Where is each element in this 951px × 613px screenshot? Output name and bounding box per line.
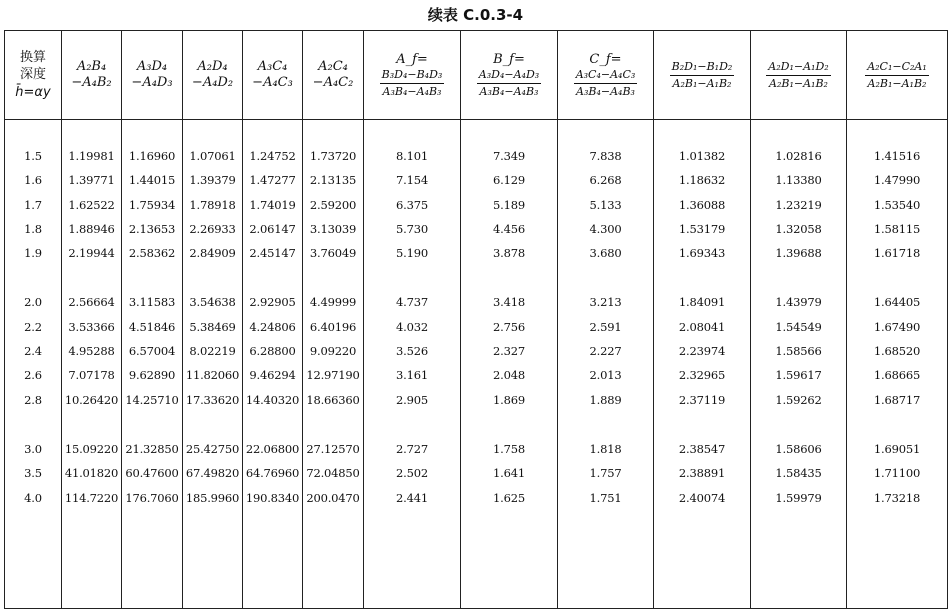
table-cell: 2.58362: [128, 246, 176, 261]
table-cell: 2.048: [493, 368, 525, 383]
table-cell: 1.39379: [189, 173, 236, 188]
table-cell: 17.33620: [185, 392, 240, 407]
depth-cell: 2.6: [24, 368, 42, 383]
table-cell: 1.18632: [678, 173, 726, 188]
table-cell: 4.49999: [309, 295, 357, 310]
row-group: [5, 144, 61, 265]
header-col-bf-fraction: [477, 68, 541, 99]
table-cell: 1.68665: [873, 368, 921, 383]
depth-cell: 1.7: [24, 197, 42, 212]
header-depth: [5, 31, 62, 120]
table-cell: 41.01820: [64, 466, 119, 481]
table-cell: 1.889: [589, 392, 622, 407]
header-col-9-num: B₂D₁−B₁D₂: [670, 60, 735, 76]
table-cell: 1.39688: [775, 246, 822, 261]
depth-cell: 1.5: [24, 149, 42, 163]
row-group: [751, 144, 846, 265]
table-cell: 1.78918: [189, 197, 236, 212]
table-cell: 1.67490: [873, 319, 921, 334]
row-group: [122, 290, 182, 411]
row-group: [122, 144, 182, 265]
table-cell: 4.737: [396, 295, 428, 310]
table-cell: 5.189: [493, 197, 525, 212]
header-col-10-fraction: [766, 60, 830, 91]
table-cell: 4.95288: [68, 344, 115, 359]
table-cell: 2.756: [493, 319, 525, 334]
data-column-2: [122, 120, 183, 609]
table-cell: 2.92905: [249, 295, 296, 310]
header-col-11-fraction: [865, 60, 929, 91]
column-values: [62, 120, 121, 510]
table-cell: 2.37119: [678, 392, 726, 407]
table-cell: 6.268: [589, 173, 622, 188]
header-col-af-den: A₃B₄−A₄B₃: [382, 84, 442, 98]
table-cell: 2.06147: [249, 221, 296, 236]
header-col-af-num: B₃D₄−B₄D₃: [380, 68, 445, 84]
table-cell: 5.133: [589, 197, 622, 212]
table-cell: 7.154: [396, 173, 428, 188]
table-cell: 1.59617: [775, 368, 822, 383]
table-cell: 2.19944: [68, 246, 115, 261]
table-cell: 1.44015: [128, 173, 176, 188]
table-cell: 18.66360: [306, 392, 360, 407]
header-col-bf: [461, 31, 558, 120]
table-cell: 14.25710: [125, 392, 179, 407]
table-cell: 2.727: [396, 441, 428, 456]
table-cell: 114.7220: [64, 490, 119, 505]
header-col-11: [847, 31, 948, 120]
header-col-3: [183, 31, 243, 120]
table-cell: 1.71100: [873, 466, 921, 481]
table-cell: 1.59262: [775, 392, 822, 407]
header-col-2-bottom: −A₄D₃: [131, 75, 173, 90]
table-cell: 3.76049: [309, 246, 357, 261]
table-cell: 72.04850: [306, 466, 360, 481]
header-col-5-bottom: −A₄C₂: [312, 75, 354, 90]
table-cell: 3.526: [396, 344, 428, 359]
table-cell: 1.24752: [249, 149, 296, 163]
header-col-3-bottom: −A₄D₂: [191, 75, 234, 90]
header-col-bf-num: A₃D₄−A₄D₃: [477, 68, 541, 84]
header-row: [5, 31, 948, 120]
table-cell: 22.06800: [245, 441, 300, 456]
table-cell: 2.59200: [309, 197, 357, 212]
table-cell: 1.75934: [128, 197, 176, 212]
row-group: [303, 437, 363, 510]
table-cell: 10.26420: [64, 392, 119, 407]
table-cell: 1.751: [589, 490, 622, 505]
table-cell: 1.53540: [873, 197, 921, 212]
row-group: [654, 290, 750, 411]
header-col-10: [751, 31, 847, 120]
table-cell: 8.02219: [189, 344, 236, 359]
table-cell: 2.45147: [249, 246, 296, 261]
header-col-cf-fraction: [574, 68, 638, 99]
table-cell: 4.456: [493, 221, 525, 236]
table-cell: 6.57004: [128, 344, 176, 359]
table-cell: 15.09220: [64, 441, 119, 456]
column-values: [461, 120, 557, 510]
table-cell: 2.502: [396, 466, 428, 481]
header-col-10-den: A₂B₁−A₁B₂: [769, 76, 828, 90]
table-cell: 3.161: [396, 368, 428, 383]
table-cell: 27.12570: [306, 441, 360, 456]
table-cell: 1.19981: [68, 149, 115, 163]
table-cell: 9.62890: [128, 368, 176, 383]
table-cell: 1.73218: [873, 490, 921, 505]
header-col-5: [303, 31, 364, 120]
header-col-bf-lhs: B_f=: [493, 51, 525, 67]
table-cell: 4.032: [396, 319, 428, 334]
row-group: [364, 144, 460, 265]
row-group: [558, 144, 653, 265]
row-group: [558, 290, 653, 411]
row-group: [243, 437, 302, 510]
header-col-4-bottom: −A₄C₃: [252, 75, 293, 90]
table-cell: 3.213: [589, 295, 622, 310]
header-col-4: [243, 31, 303, 120]
header-col-af-lhs: A_f=: [396, 51, 428, 67]
table-cell: 1.757: [589, 466, 622, 481]
row-group: [654, 144, 750, 265]
table-cell: 2.591: [589, 319, 622, 334]
row-group: [847, 437, 947, 510]
data-column-7: [461, 120, 558, 609]
header-col-10-num: A₂D₁−A₁D₂: [766, 60, 830, 76]
depth-cell: 3.0: [24, 441, 42, 456]
table-cell: 2.905: [396, 392, 428, 407]
header-col-cf-den: A₃B₄−A₄B₃: [576, 84, 635, 98]
header-col-bf-den: A₃B₄−A₄B₃: [479, 84, 539, 98]
header-col-3-top: A₂D₄: [197, 58, 228, 74]
header-col-1: [62, 31, 122, 120]
row-group: [461, 437, 557, 510]
table-cell: 1.641: [493, 466, 525, 481]
table-cell: 2.327: [493, 344, 525, 359]
table-cell: 1.36088: [678, 197, 726, 212]
table-cell: 3.13039: [309, 221, 357, 236]
header-col-af-fraction: [380, 68, 445, 99]
row-group: [5, 290, 61, 411]
row-group: [461, 144, 557, 265]
table-cell: 5.38469: [189, 319, 236, 334]
table-cell: 3.53366: [68, 319, 115, 334]
header-col-9: [654, 31, 751, 120]
column-values: [5, 120, 61, 510]
table-cell: 1.68717: [873, 392, 921, 407]
table-cell: 1.58566: [775, 344, 822, 359]
table-cell: 1.758: [493, 441, 525, 456]
depth-cell: 2.0: [24, 295, 42, 310]
table-cell: 1.54549: [775, 319, 822, 334]
row-group: [62, 290, 121, 411]
header-col-4-top: A₃C₄: [257, 58, 288, 74]
table-cell: 1.62522: [68, 197, 115, 212]
table-cell: 1.818: [589, 441, 622, 456]
depth-cell: 2.4: [24, 344, 42, 359]
row-group: [303, 144, 363, 265]
data-column-1: [62, 120, 122, 609]
data-column-4: [243, 120, 303, 609]
table-cell: 2.441: [396, 490, 428, 505]
header-col-cf-lhs: C_f=: [589, 51, 622, 67]
row-group: [183, 437, 242, 510]
column-values: [558, 120, 653, 510]
table-cell: 8.101: [396, 149, 428, 163]
table-cell: 2.40074: [678, 490, 726, 505]
header-col-2-top: A₃D₄: [136, 58, 168, 74]
header-col-5-top: A₂C₄: [318, 58, 348, 74]
depth-cell: 2.8: [24, 392, 42, 407]
coefficient-table: [4, 30, 948, 609]
row-group: [847, 144, 947, 265]
data-column-5: [303, 120, 364, 609]
table-cell: 2.38547: [678, 441, 726, 456]
row-group: [364, 437, 460, 510]
column-values: [243, 120, 302, 510]
depth-cell: 3.5: [24, 466, 42, 481]
table-cell: 1.41516: [873, 149, 921, 163]
table-cell: 3.418: [493, 295, 525, 310]
table-cell: 2.56664: [68, 295, 115, 310]
depth-cell: 1.6: [24, 173, 42, 188]
table-cell: 1.69051: [873, 441, 921, 456]
table-cell: 4.300: [589, 221, 622, 236]
table-cell: 1.13380: [775, 173, 822, 188]
table-cell: 2.26933: [189, 221, 236, 236]
table-cell: 3.878: [493, 246, 525, 261]
table-cell: 1.16960: [128, 149, 176, 163]
table-cell: 1.39771: [68, 173, 115, 188]
column-values: [122, 120, 182, 510]
table-cell: 1.58606: [775, 441, 822, 456]
table-cell: 4.24806: [249, 319, 296, 334]
table-cell: 1.625: [493, 490, 525, 505]
table-cell: 11.82060: [185, 368, 240, 383]
table-cell: 185.9960: [185, 490, 240, 505]
table-cell: 1.58115: [873, 221, 921, 236]
table-cell: 64.76960: [245, 466, 300, 481]
table-cell: 2.013: [589, 368, 622, 383]
header-col-af: [364, 31, 461, 120]
table-cell: 1.47277: [249, 173, 296, 188]
data-column-0: [5, 120, 62, 609]
table-cell: 2.23974: [678, 344, 726, 359]
row-group: [654, 437, 750, 510]
data-column-9: [654, 120, 751, 609]
table-cell: 1.59979: [775, 490, 822, 505]
table-cell: 1.47990: [873, 173, 921, 188]
table-cell: 60.47600: [125, 466, 179, 481]
table-cell: 190.8340: [245, 490, 300, 505]
row-group: [122, 437, 182, 510]
table-cell: 1.69343: [678, 246, 726, 261]
header-depth-line1: 换算: [19, 49, 46, 65]
table-cell: 2.227: [589, 344, 622, 359]
row-group: [558, 437, 653, 510]
table-cell: 1.32058: [775, 221, 822, 236]
row-group: [183, 290, 242, 411]
table-cell: 1.74019: [249, 197, 296, 212]
header-col-11-den: A₂B₁−A₁B₂: [867, 76, 927, 90]
table-cell: 200.0470: [306, 490, 360, 505]
column-values: [303, 120, 363, 510]
header-col-cf-num: A₃C₄−A₄C₃: [574, 68, 638, 84]
row-group: [5, 437, 61, 510]
table-cell: 3.54638: [189, 295, 236, 310]
table-cell: 2.32965: [678, 368, 726, 383]
header-col-9-fraction: [670, 60, 735, 91]
column-values: [847, 120, 947, 510]
data-column-11: [847, 120, 948, 609]
header-col-11-num: A₂C₁−C₂A₁: [865, 60, 929, 76]
row-group: [751, 437, 846, 510]
table-cell: 1.869: [493, 392, 525, 407]
table-cell: 2.13135: [309, 173, 357, 188]
table-cell: 1.53179: [678, 221, 726, 236]
row-group: [751, 290, 846, 411]
table-cell: 1.84091: [678, 295, 726, 310]
table-cell: 3.680: [589, 246, 622, 261]
data-column-10: [751, 120, 847, 609]
table-cell: 6.129: [493, 173, 525, 188]
table-cell: 2.84909: [189, 246, 236, 261]
row-group: [847, 290, 947, 411]
depth-cell: 1.8: [24, 221, 42, 236]
table-cell: 9.09220: [309, 344, 357, 359]
table-cell: 7.349: [493, 149, 525, 163]
data-column-3: [183, 120, 243, 609]
table-cell: 67.49820: [185, 466, 240, 481]
table-cell: 5.190: [396, 246, 428, 261]
table-cell: 1.58435: [775, 466, 822, 481]
table-cell: 2.08041: [678, 319, 726, 334]
table-cell: 21.32850: [125, 441, 179, 456]
table-cell: 6.40196: [309, 319, 357, 334]
column-values: [654, 120, 750, 510]
depth-cell: 2.2: [24, 319, 42, 334]
row-group: [243, 144, 302, 265]
depth-cell: 4.0: [24, 490, 42, 505]
table-cell: 1.01382: [678, 149, 726, 163]
header-col-1-top: A₂B₄: [76, 58, 107, 74]
table-cell: 1.43979: [775, 295, 822, 310]
table-cell: 1.61718: [873, 246, 921, 261]
row-group: [62, 437, 121, 510]
table-cell: 3.11583: [128, 295, 176, 310]
body-row: [5, 120, 948, 609]
column-values: [364, 120, 460, 510]
column-values: [183, 120, 242, 510]
table-cell: 1.73720: [309, 149, 357, 163]
table-cell: 6.28800: [249, 344, 296, 359]
table-cell: 1.02816: [775, 149, 822, 163]
table-cell: 12.97190: [306, 368, 360, 383]
depth-cell: 1.9: [24, 246, 42, 261]
row-group: [183, 144, 242, 265]
table-caption: 续表 C.0.3-4: [427, 6, 524, 24]
table-cell: 5.730: [396, 221, 428, 236]
column-values: [751, 120, 846, 510]
table-cell: 4.51846: [128, 319, 176, 334]
table-cell: 1.88946: [68, 221, 115, 236]
data-column-6: [364, 120, 461, 609]
header-col-1-bottom: −A₄B₂: [71, 75, 112, 90]
row-group: [62, 144, 121, 265]
table-cell: 1.23219: [775, 197, 822, 212]
data-column-8: [558, 120, 654, 609]
row-group: [243, 290, 302, 411]
table-cell: 9.46294: [249, 368, 296, 383]
table-cell: 1.07061: [189, 149, 236, 163]
table-cell: 2.13653: [128, 221, 176, 236]
table-cell: 14.40320: [245, 392, 300, 407]
table-cell: 176.7060: [125, 490, 179, 505]
table-cell: 2.38891: [678, 466, 726, 481]
table-cell: 25.42750: [185, 441, 240, 456]
table-cell: 7.838: [589, 149, 622, 163]
row-group: [461, 290, 557, 411]
header-col-cf: [558, 31, 654, 120]
table-cell: 1.68520: [873, 344, 921, 359]
header-depth-line2: 深度: [19, 67, 46, 83]
header-depth-line3: h̄=αy: [15, 84, 51, 100]
table-cell: 1.64405: [873, 295, 921, 310]
header-col-9-den: A₂B₁−A₁B₂: [672, 76, 732, 90]
header-col-2: [122, 31, 183, 120]
row-group: [364, 290, 460, 411]
row-group: [303, 290, 363, 411]
table-cell: 6.375: [396, 197, 428, 212]
table-cell: 7.07178: [68, 368, 115, 383]
